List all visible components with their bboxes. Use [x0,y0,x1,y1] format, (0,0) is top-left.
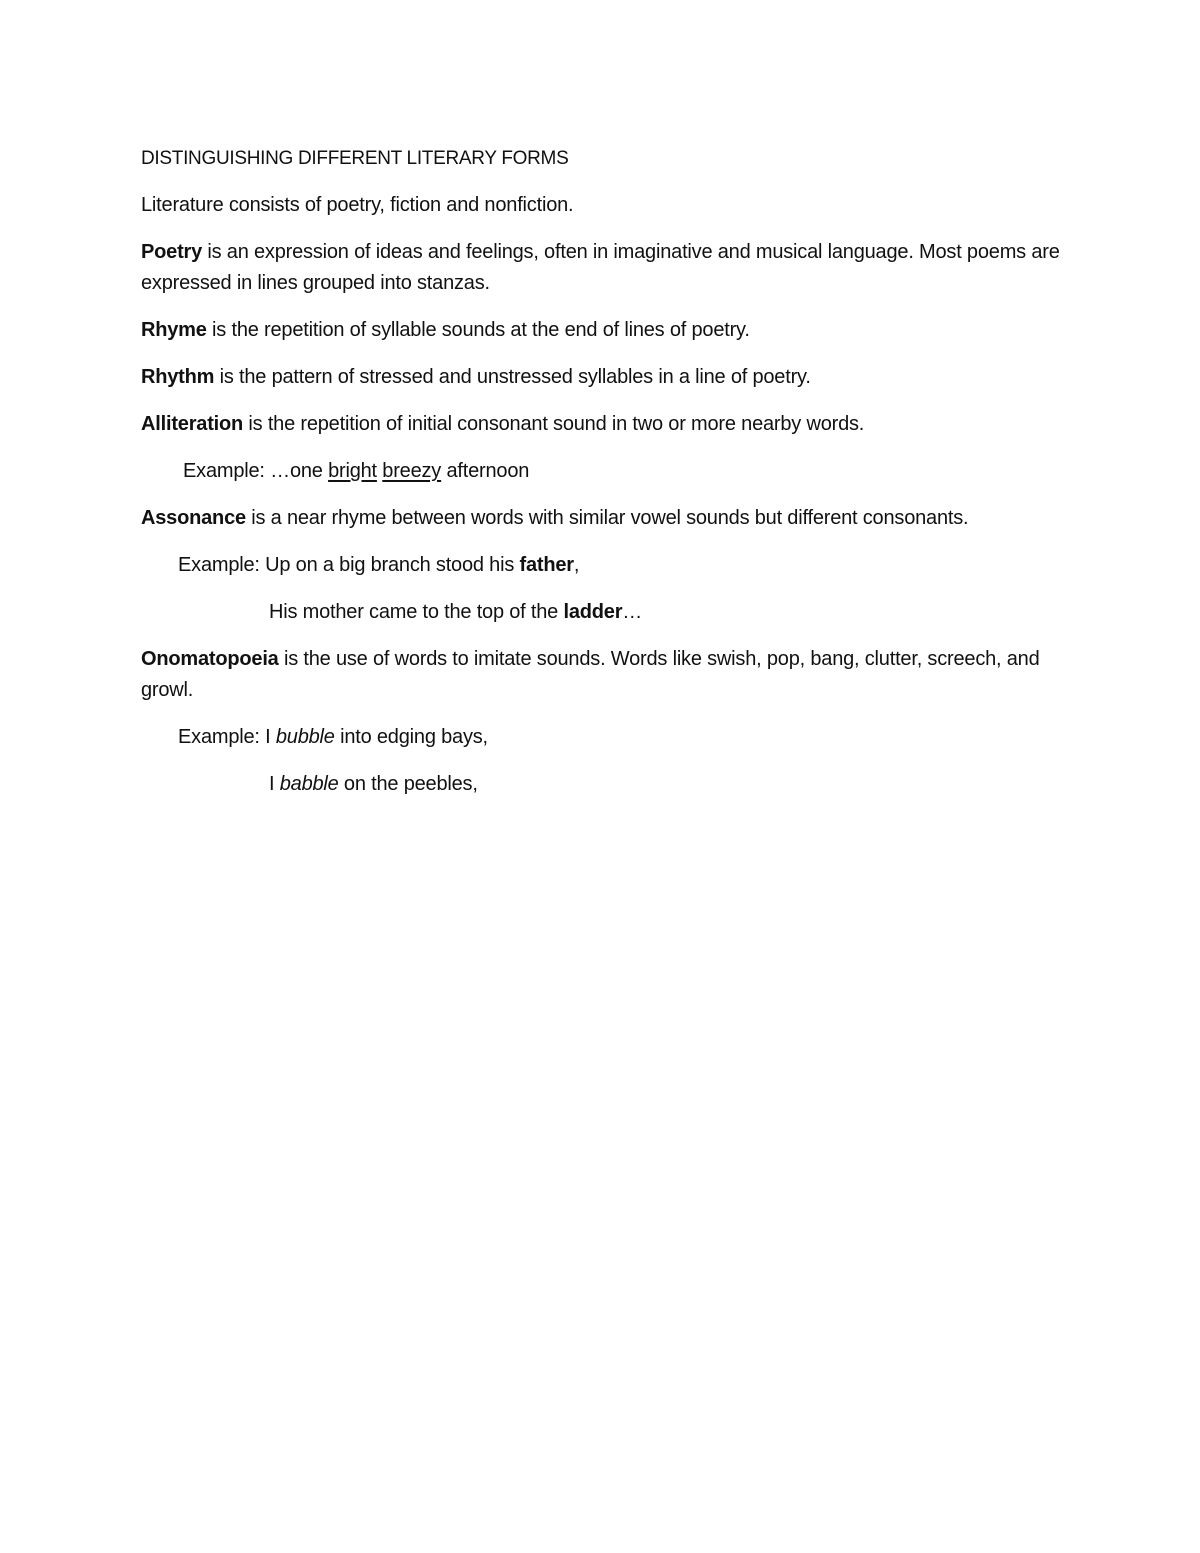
alliteration-paragraph [141,409,1071,440]
underlined-word: bright [328,460,377,482]
page-title: DISTINGUISHING DIFFERENT LITERARY FORMS [141,148,569,169]
alliteration-example [141,456,1071,487]
poetry-definition: is an expression of ideas and feelings, often in imaginative and musical language. Most poems are expressed in lines grouped into stanzas. [141,241,1060,294]
assonance-term: Assonance [141,507,246,529]
example-text: on the peebles, [338,773,478,795]
rhyme-paragraph [141,315,1071,346]
example-label: Example: [183,460,271,482]
rhythm-definition: is the pattern of stressed and unstressed syllables in a line of poetry. [214,366,811,388]
example-text: I [269,773,280,795]
rhyme-definition: is the repetition of syllable sounds at the end of lines of poetry. [206,319,750,341]
assonance-example-line-1 [141,550,1071,581]
assonance-definition: is a near rhyme between words with similar vowel sounds but different consonants. [245,507,969,529]
example-label: Example: [178,726,266,748]
example-text: … [622,601,643,623]
document-body [141,143,1071,816]
intro-paragraph: Literature consists of poetry, fiction and nonfiction. [141,194,574,216]
poetry-term: Poetry [141,241,203,263]
example-text: into edging bays, [334,726,488,748]
alliteration-term: Alliteration [141,413,244,435]
alliteration-definition: is the repetition of initial consonant sound in two or more nearby words. [243,413,865,435]
rhythm-paragraph [141,362,1071,393]
bold-word: ladder [563,601,623,623]
example-label: Example: [178,554,266,576]
bold-word: father [519,554,574,576]
italic-word: babble [279,773,339,795]
example-text: , [573,554,580,576]
onomatopoeia-example-line-1 [141,722,1071,753]
italic-word: bubble [275,726,335,748]
rhythm-term: Rhythm [141,366,215,388]
example-text: …one [270,460,329,482]
underlined-word: breezy [382,460,442,482]
onomatopoeia-term: Onomatopoeia [141,648,279,670]
rhyme-term: Rhyme [141,319,207,341]
example-text: afternoon [441,460,530,482]
assonance-paragraph [141,503,1071,534]
example-text: Up on a big branch stood his [265,554,520,576]
onomatopoeia-example-line-2 [141,769,1071,800]
poetry-paragraph [141,237,1071,299]
example-text: His mother came to the top of the [269,601,564,623]
onomatopoeia-definition: is the use of words to imitate sounds. Words like swish, pop, bang, clutter, screech, and growl. [141,648,1040,701]
example-text: I [265,726,276,748]
assonance-example-line-2 [141,597,1071,628]
onomatopoeia-paragraph [141,644,1071,706]
